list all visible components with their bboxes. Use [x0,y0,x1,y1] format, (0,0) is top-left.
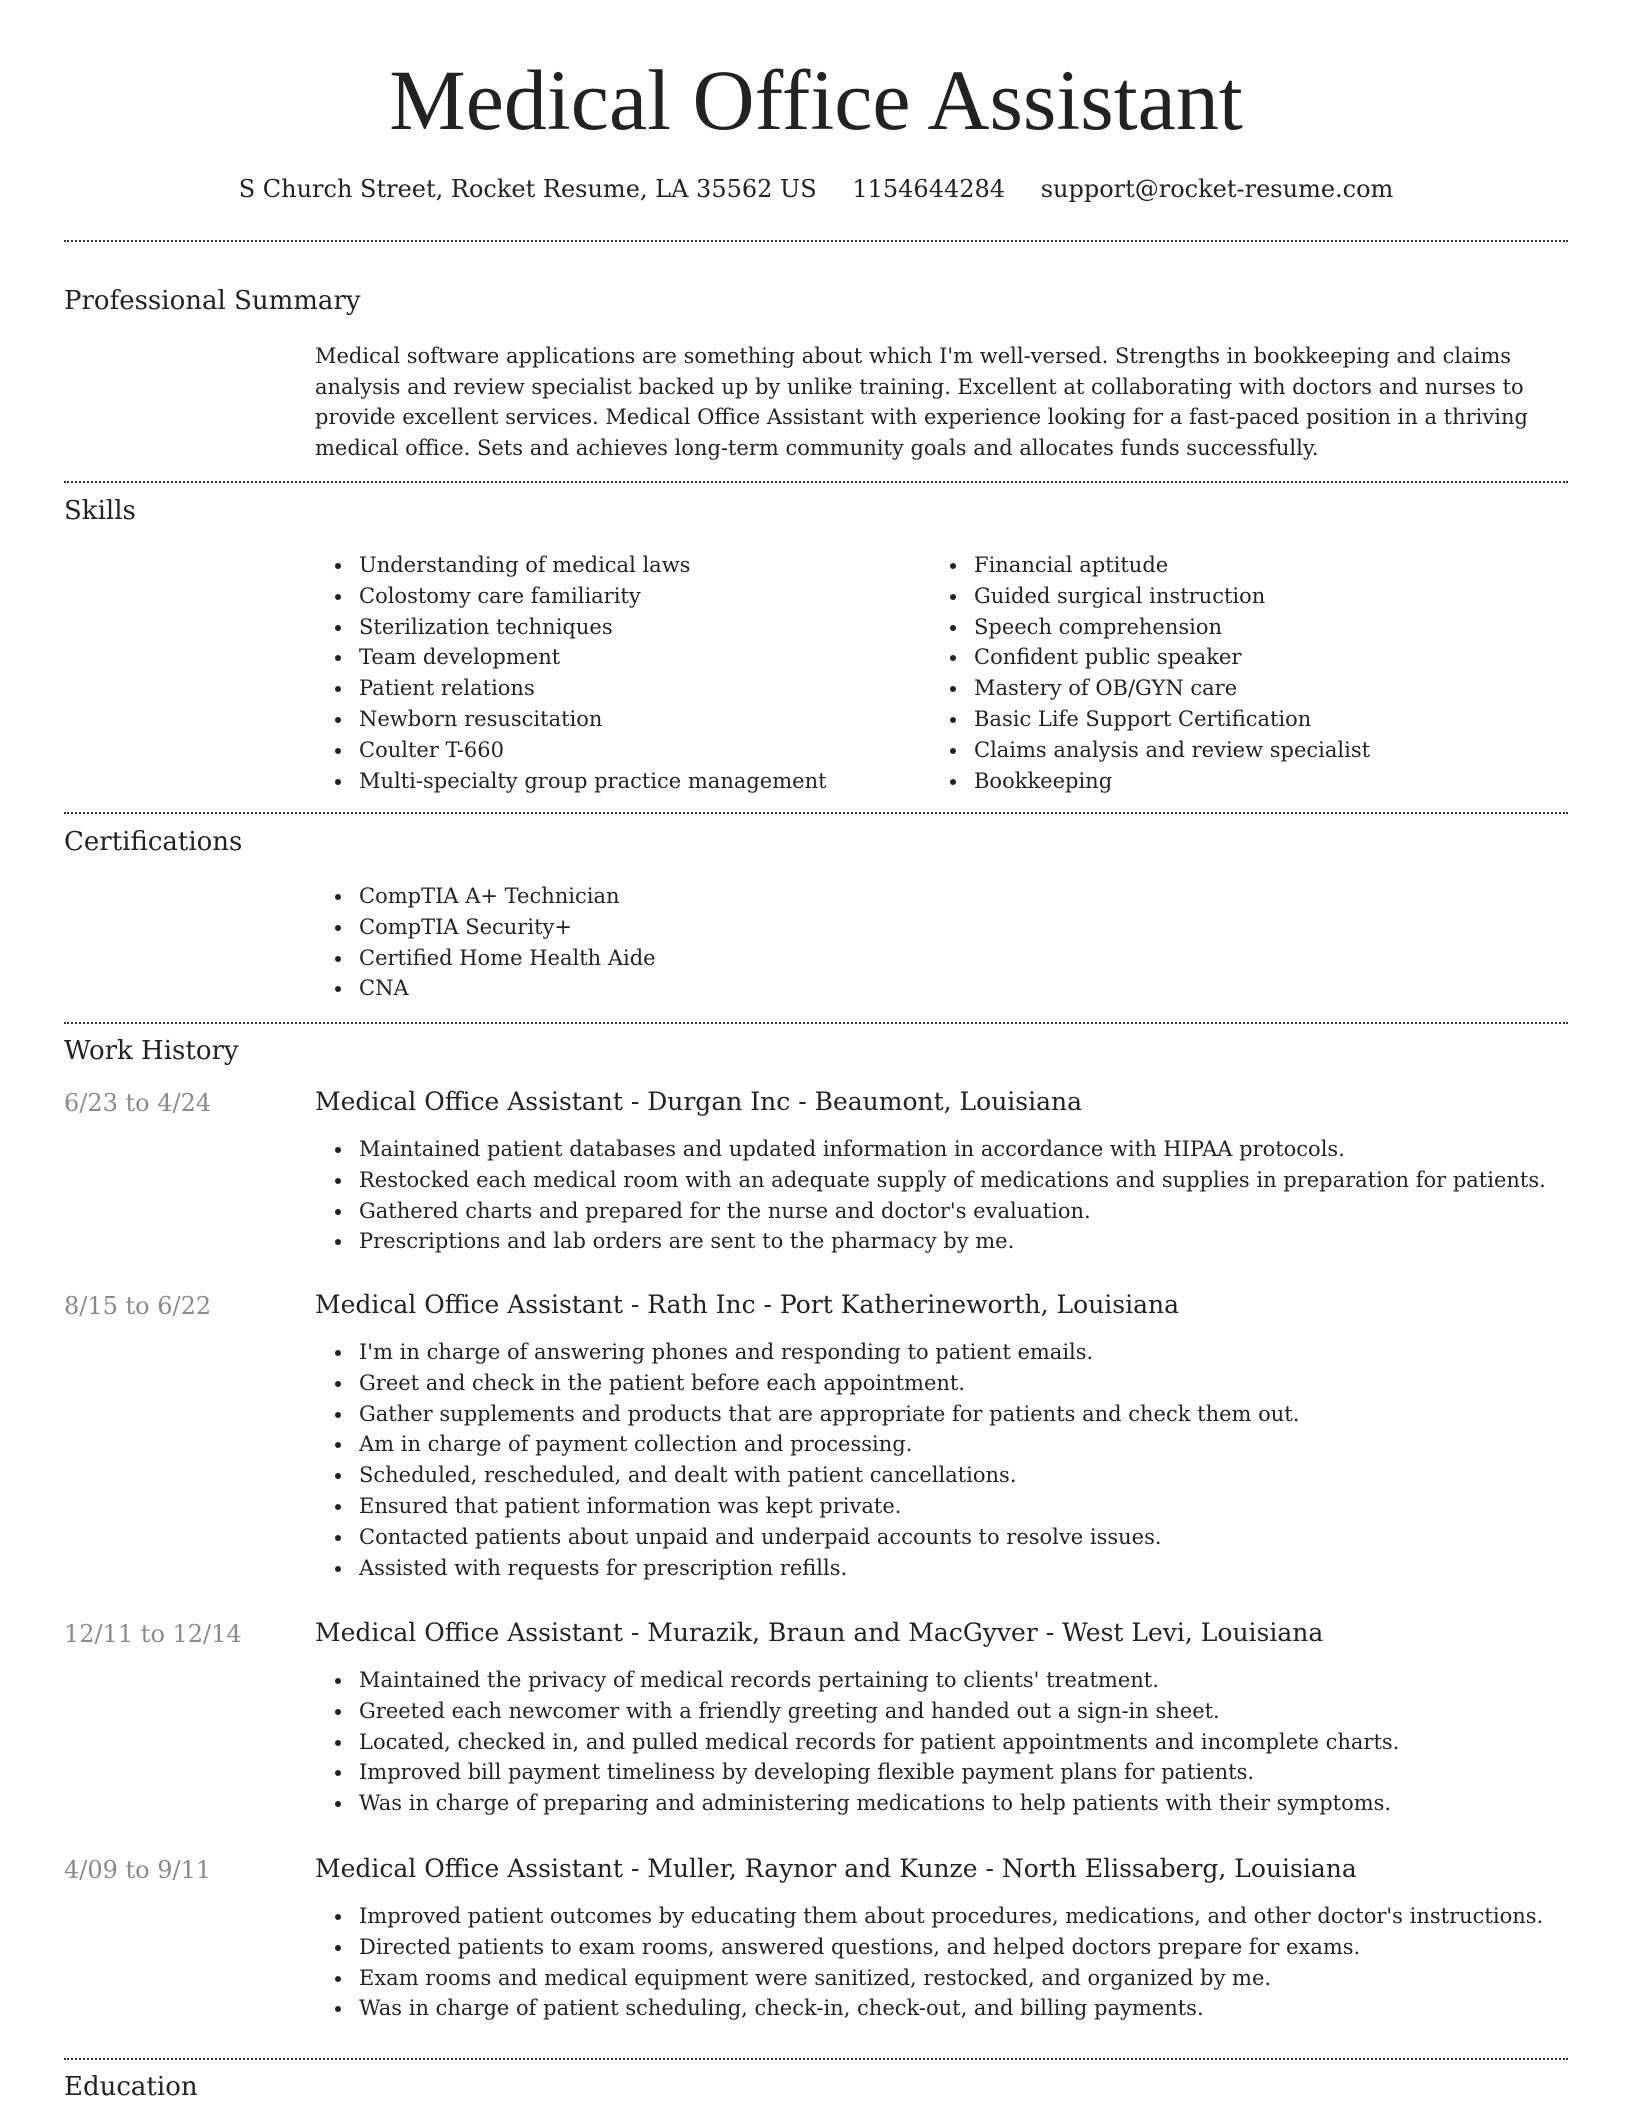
section-title-certifications: Certifications [64,827,243,857]
job-bullets [315,1665,1568,1819]
skill-item: Guided surgical instruction [930,581,1545,612]
job-bullet: Am in charge of payment collection and processing. [315,1429,1568,1460]
job-bullet: Prescriptions and lab orders are sent to the pharmacy by me. [315,1226,1568,1257]
skills-column-left [315,550,930,796]
job-bullet: Greeted each newcomer with a friendly greeting and handed out a sign-in sheet. [315,1696,1568,1727]
job-bullet-list [315,1337,1568,1583]
job-bullet: Exam rooms and medical equipment were sanitized, restocked, and organized by me. [315,1963,1568,1994]
certifications-items [315,881,1568,1004]
job-title: Medical Office Assistant - Murazik, Braun and MacGyver - West Levi, Louisiana [315,1618,1324,1647]
certification-item: CNA [315,973,1568,1004]
divider [64,812,1568,814]
skill-item: Bookkeeping [930,766,1545,797]
summary-text: Medical software applications are something about which I'm well-versed. Strengths in bookkeeping and claims analysis and review specialist backed up by unlike training. Excellent at collaborating with doctors and nurses to provide excellent services. Medical Office Assistant with experience looking for a fast-paced position in a thriving medical office. Sets and achieves long-term community goals and allocates funds successfully. [315,344,1528,460]
job-bullet: Located, checked in, and pulled medical records for patient appointments and incomplete charts. [315,1727,1568,1758]
skills-list [315,550,1568,796]
resume-page [64,0,1568,2112]
job-bullets [315,1134,1568,1257]
resume-name: Medical Office Assistant [389,52,1243,148]
job-bullet: Gathered charts and prepared for the nurse and doctor's evaluation. [315,1196,1568,1227]
certifications-list [315,881,1568,1004]
skill-item: Team development [315,642,930,673]
job-title: Medical Office Assistant - Muller, Raynor and Kunze - North Elissaberg, Louisiana [315,1854,1357,1883]
job-bullet: Ensured that patient information was kept private. [315,1491,1568,1522]
skill-item: Confident public speaker [930,642,1545,673]
divider [64,240,1568,242]
job-bullet: Maintained patient databases and updated information in accordance with HIPAA protocols. [315,1134,1568,1165]
skill-item: Multi-specialty group practice management [315,766,930,797]
skill-item: Patient relations [315,673,930,704]
job-bullet: Scheduled, rescheduled, and dealt with patient cancellations. [315,1460,1568,1491]
job-date: 4/09 to 9/11 [64,1856,212,1884]
job-date: 8/15 to 6/22 [64,1292,212,1320]
skill-item: Sterilization techniques [315,612,930,643]
section-title-education: Education [64,2072,198,2102]
job-bullet: Gather supplements and products that are appropriate for patients and check them out. [315,1399,1568,1430]
job-bullet: Greet and check in the patient before each appointment. [315,1368,1568,1399]
job-bullet-list [315,1134,1568,1257]
job-bullet: I'm in charge of answering phones and responding to patient emails. [315,1337,1568,1368]
skill-item: Claims analysis and review specialist [930,735,1545,766]
job-bullet: Was in charge of patient scheduling, check-in, check-out, and billing payments. [315,1993,1568,2024]
contact-line [64,170,1568,208]
skill-item: Newborn resuscitation [315,704,930,735]
divider [64,481,1568,483]
skills-column-right [930,550,1545,796]
job-bullet-list [315,1665,1568,1819]
skill-item: Financial aptitude [930,550,1545,581]
job-title: Medical Office Assistant - Durgan Inc - Beaumont, Louisiana [315,1087,1083,1116]
skill-item: Mastery of OB/GYN care [930,673,1545,704]
skill-item: Understanding of medical laws [315,550,930,581]
job-date: 12/11 to 12/14 [64,1620,242,1648]
contact-phone: 1154644284 [852,175,1006,203]
skill-item: Colostomy care familiarity [315,581,930,612]
job-bullet: Was in charge of preparing and administering medications to help patients with their symptoms. [315,1788,1568,1819]
job-title: Medical Office Assistant - Rath Inc - Port Katherineworth, Louisiana [315,1290,1180,1319]
job-bullet: Assisted with requests for prescription refills. [315,1553,1568,1584]
job-bullet: Restocked each medical room with an adequate supply of medications and supplies in preparation for patients. [315,1165,1568,1196]
section-title-skills: Skills [64,496,136,526]
skill-item: Speech comprehension [930,612,1545,643]
job-bullet: Contacted patients about unpaid and underpaid accounts to resolve issues. [315,1522,1568,1553]
section-title-summary: Professional Summary [64,286,361,316]
divider [64,2058,1568,2060]
contact-address: S Church Street, Rocket Resume, LA 35562 US [238,175,817,203]
job-date: 6/23 to 4/24 [64,1089,212,1117]
job-bullet: Maintained the privacy of medical records pertaining to clients' treatment. [315,1665,1568,1696]
job-bullet: Improved patient outcomes by educating them about procedures, medications, and other doctor's instructions. [315,1901,1568,1932]
certification-item: CompTIA A+ Technician [315,881,1568,912]
job-bullet: Improved bill payment timeliness by developing flexible payment plans for patients. [315,1757,1568,1788]
job-bullets [315,1337,1568,1583]
job-bullets [315,1901,1568,2024]
job-bullet: Directed patients to exam rooms, answered questions, and helped doctors prepare for exams. [315,1932,1568,1963]
contact-email: support@rocket-resume.com [1040,175,1394,203]
job-bullet-list [315,1901,1568,2024]
skill-item: Basic Life Support Certification [930,704,1545,735]
divider [64,1022,1568,1024]
certification-item: CompTIA Security+ [315,912,1568,943]
section-title-work-history: Work History [64,1036,239,1066]
skill-item: Coulter T-660 [315,735,930,766]
certification-item: Certified Home Health Aide [315,943,1568,974]
